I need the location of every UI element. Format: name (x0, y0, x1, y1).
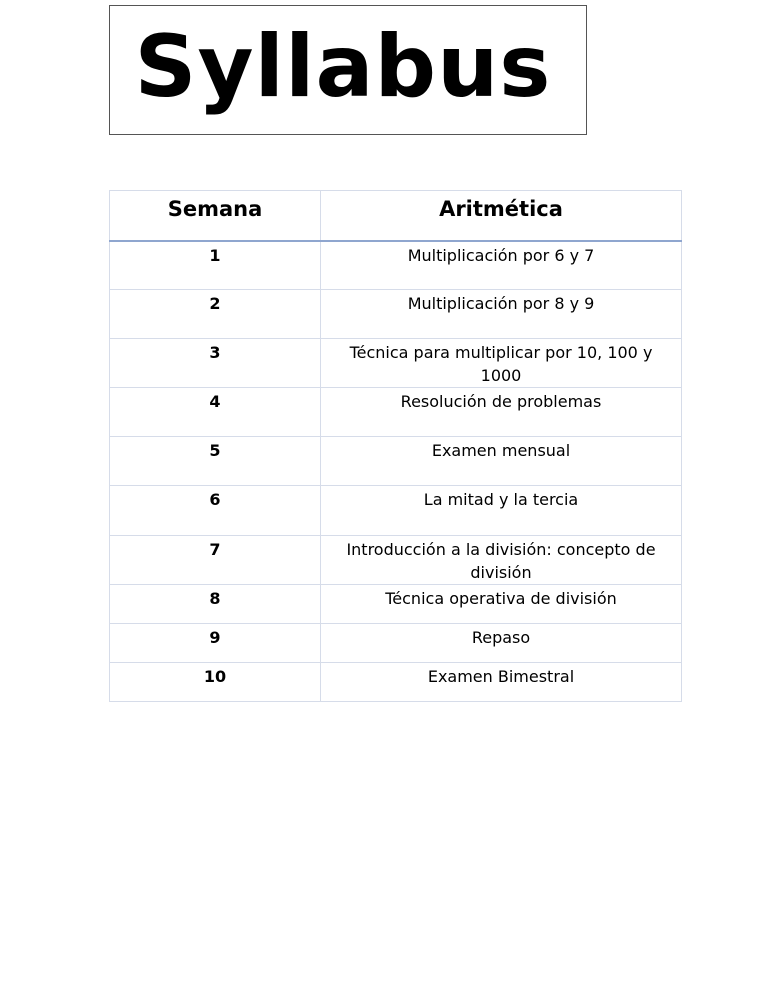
table-row (110, 388, 682, 437)
week-topic: Técnica para multiplicar por 10, 100 y 1000 (321, 339, 682, 388)
week-topic: Examen Bimestral (321, 663, 682, 702)
table-header-row (110, 191, 682, 241)
table-row (110, 290, 682, 339)
week-number: 2 (110, 290, 321, 339)
week-number: 10 (110, 663, 321, 702)
table-row (110, 486, 682, 536)
week-topic: Técnica operativa de división (321, 585, 682, 624)
week-topic: Multiplicación por 6 y 7 (321, 241, 682, 290)
week-topic: Resolución de problemas (321, 388, 682, 437)
page-title: Syllabus (134, 17, 552, 117)
table-row (110, 437, 682, 486)
week-number: 1 (110, 241, 321, 290)
week-topic: Repaso (321, 624, 682, 663)
table-row (110, 663, 682, 702)
table-row (110, 624, 682, 663)
week-number: 5 (110, 437, 321, 486)
week-number: 6 (110, 486, 321, 536)
header-subject: Aritmética (321, 191, 682, 241)
week-topic: Introducción a la división: concepto de división (321, 536, 682, 585)
week-number: 9 (110, 624, 321, 663)
week-number: 7 (110, 536, 321, 585)
title-box (109, 5, 587, 135)
table-row (110, 585, 682, 624)
table-row (110, 536, 682, 585)
header-week: Semana (110, 191, 321, 241)
week-topic: La mitad y la tercia (321, 486, 682, 536)
week-number: 8 (110, 585, 321, 624)
week-number: 4 (110, 388, 321, 437)
table-row (110, 339, 682, 388)
syllabus-table (109, 190, 682, 702)
week-topic: Examen mensual (321, 437, 682, 486)
week-number: 3 (110, 339, 321, 388)
table-row (110, 241, 682, 290)
week-topic: Multiplicación por 8 y 9 (321, 290, 682, 339)
